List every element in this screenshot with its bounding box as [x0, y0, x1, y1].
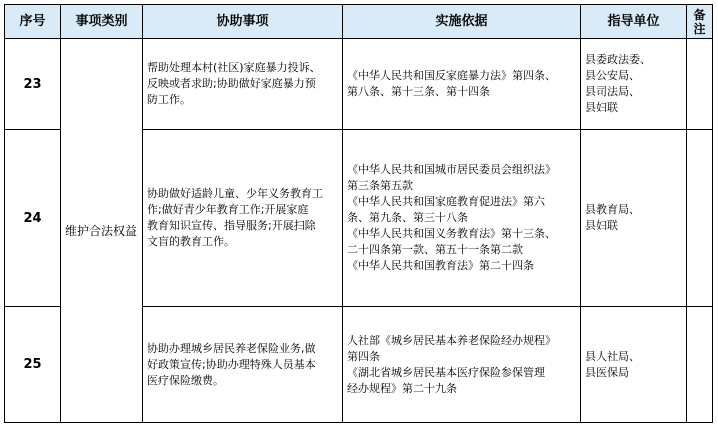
table-header-row — [5, 5, 713, 39]
basis-line: 《中华人民共和国城市居民委员会组织法》 — [347, 163, 556, 176]
row-number: 24 — [5, 130, 61, 307]
item-cell — [143, 130, 343, 307]
basis-line: 第三条第五款 — [347, 179, 413, 192]
item-line: 文盲的教育工作。 — [147, 235, 235, 248]
header-unit: 指导单位 — [581, 5, 687, 39]
unit-line: 县教育局、 — [585, 203, 640, 216]
item-line: 防工作。 — [147, 93, 191, 106]
header-note-line1: 备 — [693, 7, 706, 22]
basis-line: 二十四条第一款、第五十一条第二款 — [347, 243, 523, 256]
basis-cell — [343, 307, 581, 423]
basis-cell — [343, 39, 581, 130]
basis-cell — [343, 130, 581, 307]
category-cell: 维护合法权益 — [61, 39, 143, 423]
header-item: 协助事项 — [143, 5, 343, 39]
basis-line: 《中华人民共和国教育法》第二十四条 — [347, 259, 534, 272]
item-line: 教育知识宣传、指导服务;开展扫除 — [147, 219, 316, 232]
note-cell — [687, 39, 713, 130]
item-cell — [143, 307, 343, 423]
basis-line: 《中华人民共和国反家庭暴力法》第四条、 — [347, 69, 556, 82]
unit-line: 县人社局、 — [585, 349, 640, 363]
header-basis: 实施依据 — [343, 5, 581, 39]
row-number: 25 — [5, 307, 61, 423]
basis-line: 条、第九条、第三十八条 — [347, 211, 468, 224]
unit-line: 县医保局 — [585, 365, 629, 379]
header-category: 事项类别 — [61, 5, 143, 39]
unit-cell — [581, 39, 687, 130]
unit-line: 县司法局、 — [585, 85, 640, 98]
header-seq: 序号 — [5, 5, 61, 39]
basis-line: 经办规程》第二十九条 — [347, 381, 457, 395]
basis-line: 《中华人民共和国义务教育法》第十三条、 — [347, 227, 556, 240]
item-line: 医疗保险缴费。 — [147, 373, 224, 387]
note-cell — [687, 130, 713, 307]
item-cell — [143, 39, 343, 130]
item-line: 作;做好青少年教育工作;开展家庭 — [147, 203, 309, 216]
item-line: 协助做好适龄儿童、少年义务教育工 — [147, 187, 323, 200]
unit-line: 县公安局、 — [585, 69, 640, 82]
item-line: 好政策宣传;协助办理特殊人员基本 — [147, 357, 316, 371]
service-items-table — [4, 4, 713, 423]
row-number: 23 — [5, 39, 61, 130]
header-note — [687, 5, 713, 39]
basis-line: 《湖北省城乡居民基本医疗保险参保管理 — [347, 365, 545, 379]
unit-line: 县妇联 — [585, 101, 618, 114]
basis-line: 人社部《城乡居民基本养老保险经办规程》 — [347, 333, 556, 347]
unit-line: 县委政法委、 — [585, 53, 651, 66]
note-cell — [687, 307, 713, 423]
basis-line: 《中华人民共和国家庭教育促进法》第六 — [347, 195, 545, 208]
unit-cell — [581, 130, 687, 307]
unit-cell — [581, 307, 687, 423]
basis-line: 第四条 — [347, 349, 380, 363]
unit-line: 县妇联 — [585, 219, 618, 232]
item-line: 协助办理城乡居民养老保险业务,做 — [147, 341, 316, 355]
header-note-line2: 注 — [693, 21, 706, 36]
item-line: 帮助处理本村(社区)家庭暴力投诉、 — [147, 61, 321, 74]
basis-line: 第八条、第十三条、第十四条 — [347, 85, 490, 98]
item-line: 反映或者求助;协助做好家庭暴力预 — [147, 77, 316, 90]
table-row — [5, 39, 713, 130]
